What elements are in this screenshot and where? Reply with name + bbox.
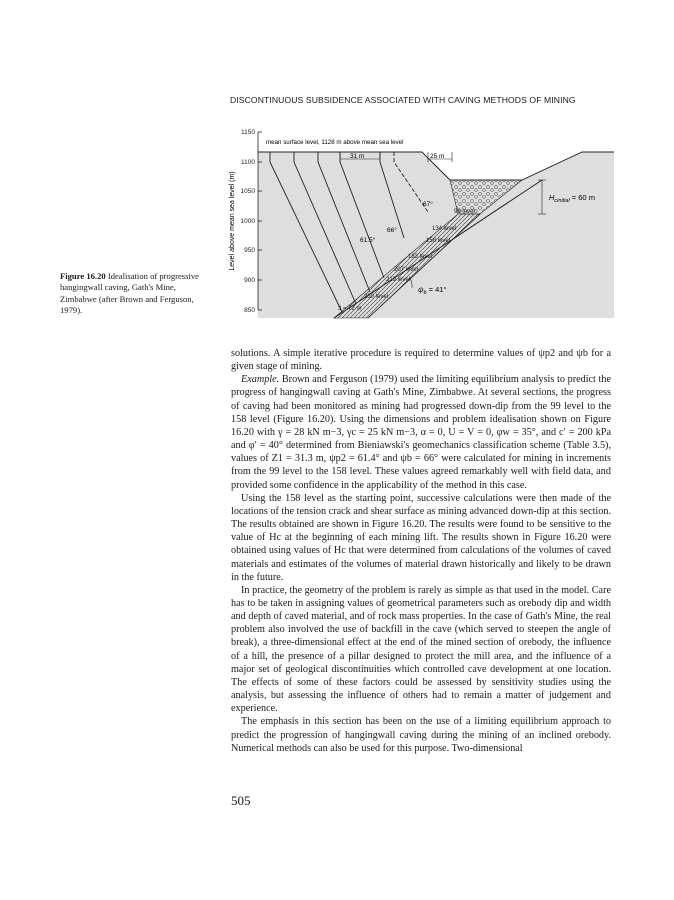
- y-axis-label: Level above mean sea level (m): [229, 171, 236, 271]
- dim-31m: 31 m: [350, 153, 365, 160]
- caving-diagram: [222, 122, 614, 322]
- dim-25m: 25 m: [430, 153, 445, 160]
- figure-caption: [60, 271, 210, 317]
- level-label: 158 level: [426, 238, 451, 244]
- y-tick-label: 950: [244, 247, 255, 254]
- angle-66: 66°: [387, 227, 397, 234]
- y-tick-label: 900: [244, 277, 255, 284]
- angle-67: 67°: [423, 201, 433, 208]
- running-head: DISCONTINUOUS SUBSIDENCE ASSOCIATED WITH CAVING METHODS OF MINING: [230, 95, 576, 105]
- y-tick-label: 1050: [240, 188, 255, 195]
- example-lead: Example.: [241, 374, 280, 386]
- page-number: 505: [231, 793, 251, 808]
- level-label: 3 = 72 m: [338, 306, 362, 312]
- paragraph: solutions. A simple iterative procedure is required to determine values of ψp2 and ψb for a given stage of mining.: [231, 348, 611, 373]
- psi-b-label: $\psi_b = 41^\circ$: [418, 285, 447, 296]
- example-text: Brown and Ferguson (1979) used the limiting equilibrium analysis to predict the progress of hangingwall caving at Gath's Mine, Zimbabwe. At several sections, the progress of caving had been monitored as mining had progressed down-dip from the 99 level to the 158 level (Figure 16.20). Using the dimensions and problem idealisation shown on Figure 16.20 with γ = 28 kN m−3, γc = 25 kN m−3, α = 0, U = V = 0, φw = 35°, and c′ = 200 kPa and φ′ = 40° determined from Bieniawski's geomechanics classification scheme (Table 3.5), values of Z1 = 31.3 m, ψp2 = 61.4° and ψb = 66° were calculated for mining in increments from the 99 level to the 158 level. These values agreed remarkably well with field data, and provided some confidence in the applicability of the method in this case.: [231, 374, 611, 491]
- y-tick-label: 1000: [240, 218, 255, 225]
- y-tick-label: 1100: [241, 159, 255, 166]
- level-label: 207 level: [394, 267, 419, 273]
- y-tick-label: 850: [244, 307, 255, 314]
- level-label: 250 level: [364, 294, 389, 300]
- figure-16-20: [222, 122, 614, 322]
- paragraph: [231, 373, 611, 491]
- level-label: 99 level: [454, 209, 475, 215]
- figure-label: Figure 16.20: [60, 271, 106, 281]
- y-tick-label: 1150: [241, 129, 255, 136]
- level-label: 219 level: [386, 277, 411, 283]
- surface-label: mean surface level, 1128 m above mean sea level: [266, 139, 404, 146]
- level-label: 134 level: [432, 226, 457, 232]
- figure-caption-text: Idealisation of progressive hangingwall caving, Gath's Mine, Zimbabwe (after Brown and Ferguson, 1979).: [60, 271, 199, 316]
- paragraph: The emphasis in this section has been on the use of a limiting equilibrium approach to predict the progression of hangingwall caving during the mining of an inclined orebody. Numerical methods can also be used for this purpose. Two-dimensional: [231, 716, 611, 754]
- body-text: [231, 347, 611, 755]
- h-initial-label: $H_{cinitial} = 60$ m: [549, 193, 595, 204]
- level-label: 183 level: [408, 254, 433, 260]
- angle-61-5: 61.5°: [360, 237, 376, 244]
- paragraph: In practice, the geometry of the problem is rarely as simple as that used in the model. Care has to be taken in assigning values of geometrical parameters such as orebody dip and width and depth of caved material, and of rock mass properties. In the case of Gath's Mine, the real problem also involved the use of backfill in the cave (which served to steepen the angle of break), a three-dimensional effect at the end of the mined section of orebody, the influence of a hill, the presence of a pillar designed to protect the mill area, and the influence of a major set of geological discontinuities which controlled cave development at one location. The effects of some of these factors could be assessed by sensitivity studies using the analysis, but assessing the influence of others had to remain a matter of judgement and experience.: [231, 584, 611, 715]
- paragraph: Using the 158 level as the starting point, successive calculations were then made of the locations of the tension crack and shear surface as mining advanced down-dip at this section. The results obtained are shown in Figure 16.20. The results were found to be sensitive to the value of Hc at the beginning of each mining lift. The results shown in Figure 16.20 were obtained using values of Hc that were determined from calculations of the volumes of caved materials and estimates of the volumes of material drawn historically and likely to be drawn in the future.: [231, 492, 611, 583]
